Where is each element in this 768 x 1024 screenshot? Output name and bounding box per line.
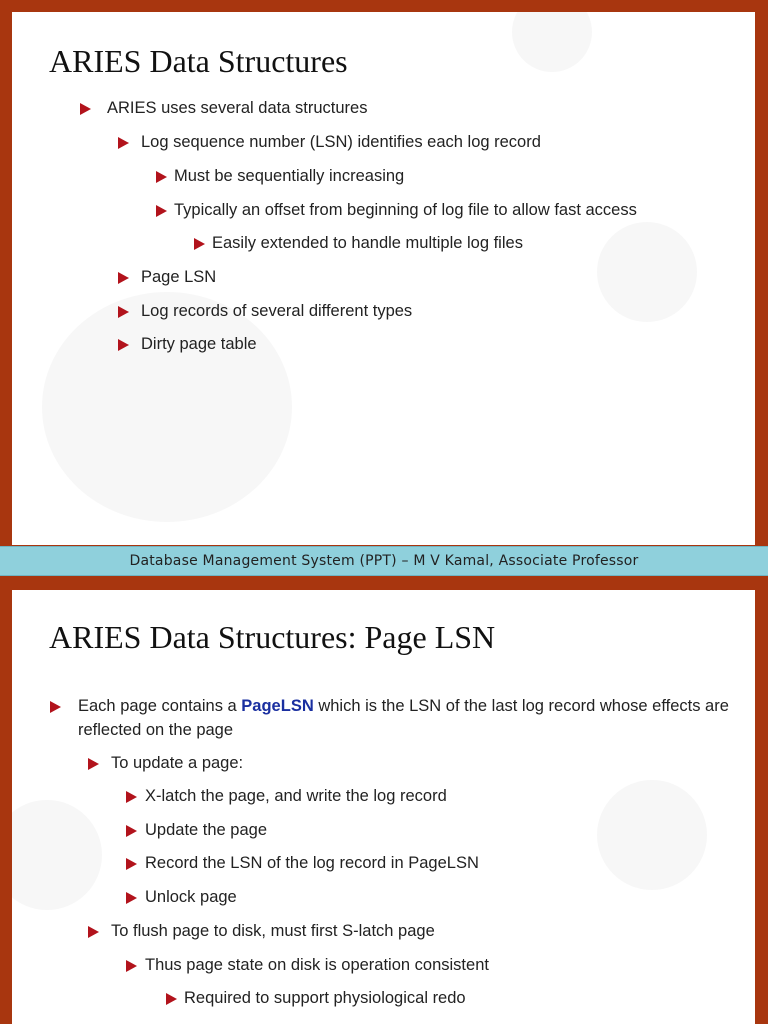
bullet-arrow-icon [126, 892, 137, 904]
bullet-arrow-icon [50, 701, 61, 713]
bullet-arrow-icon [194, 238, 205, 250]
bullet-level-2: To flush page to disk, must first S-latch page [88, 919, 728, 943]
bullet-level-2: Dirty page table [118, 332, 738, 356]
bullet-arrow-icon [118, 137, 129, 149]
bullet-arrow-icon [88, 758, 99, 770]
bullet-arrow-icon [118, 272, 129, 284]
bullet-level-3: X-latch the page, and write the log record [126, 784, 726, 808]
bullet-level-2: To update a page: [88, 751, 728, 775]
decorative-circle [42, 292, 292, 522]
bullet-level-2: Page LSN [118, 265, 738, 289]
bullet-level-3: Thus page state on disk is operation consistent [126, 953, 726, 977]
bullet-level-3: Update the page [126, 818, 726, 842]
decorative-circle [512, 12, 592, 72]
slide-1 [12, 12, 755, 545]
bullet-level-3: Typically an offset from beginning of log file to allow fast access [156, 198, 746, 222]
bullet-level-3: Must be sequentially increasing [156, 164, 746, 188]
bullet-level-1: ARIES uses several data structures [80, 96, 730, 120]
bullet-arrow-icon [156, 205, 167, 217]
decorative-circle [12, 800, 102, 910]
bullet-level-4: Required to support physiological redo [166, 986, 726, 1010]
bullet-arrow-icon [126, 858, 137, 870]
slide-title: ARIES Data Structures: Page LSN [49, 619, 496, 655]
bullet-level-3: Record the LSN of the log record in PageLSN [126, 851, 726, 875]
bullet-arrow-icon [80, 103, 91, 115]
bullet-arrow-icon [118, 339, 129, 351]
bullet-arrow-icon [126, 791, 137, 803]
bullet-arrow-icon [126, 960, 137, 972]
bullet-level-4: Easily extended to handle multiple log files [194, 231, 744, 255]
slide-footer [0, 546, 768, 576]
slide-title: ARIES Data Structures [49, 43, 348, 79]
slide-2 [12, 590, 755, 1024]
pagelsn-highlight: PageLSN [241, 697, 314, 715]
bullet-arrow-icon [156, 171, 167, 183]
bullet-arrow-icon [88, 926, 99, 938]
bullet-level-3: Unlock page [126, 885, 726, 909]
bullet-arrow-icon [126, 825, 137, 837]
bullet-arrow-icon [166, 993, 177, 1005]
bullet-level-2: Log records of several different types [118, 299, 738, 323]
bullet-level-1: Each page contains a PageLSN which is the LSN of the last log record whose effects are reflected on the page [50, 694, 730, 742]
bullet-level-2: Log sequence number (LSN) identifies each log record [118, 130, 738, 154]
footer-text: Database Management System (PPT) – M V Kamal, Associate Professor [129, 553, 639, 569]
bullet-arrow-icon [118, 306, 129, 318]
